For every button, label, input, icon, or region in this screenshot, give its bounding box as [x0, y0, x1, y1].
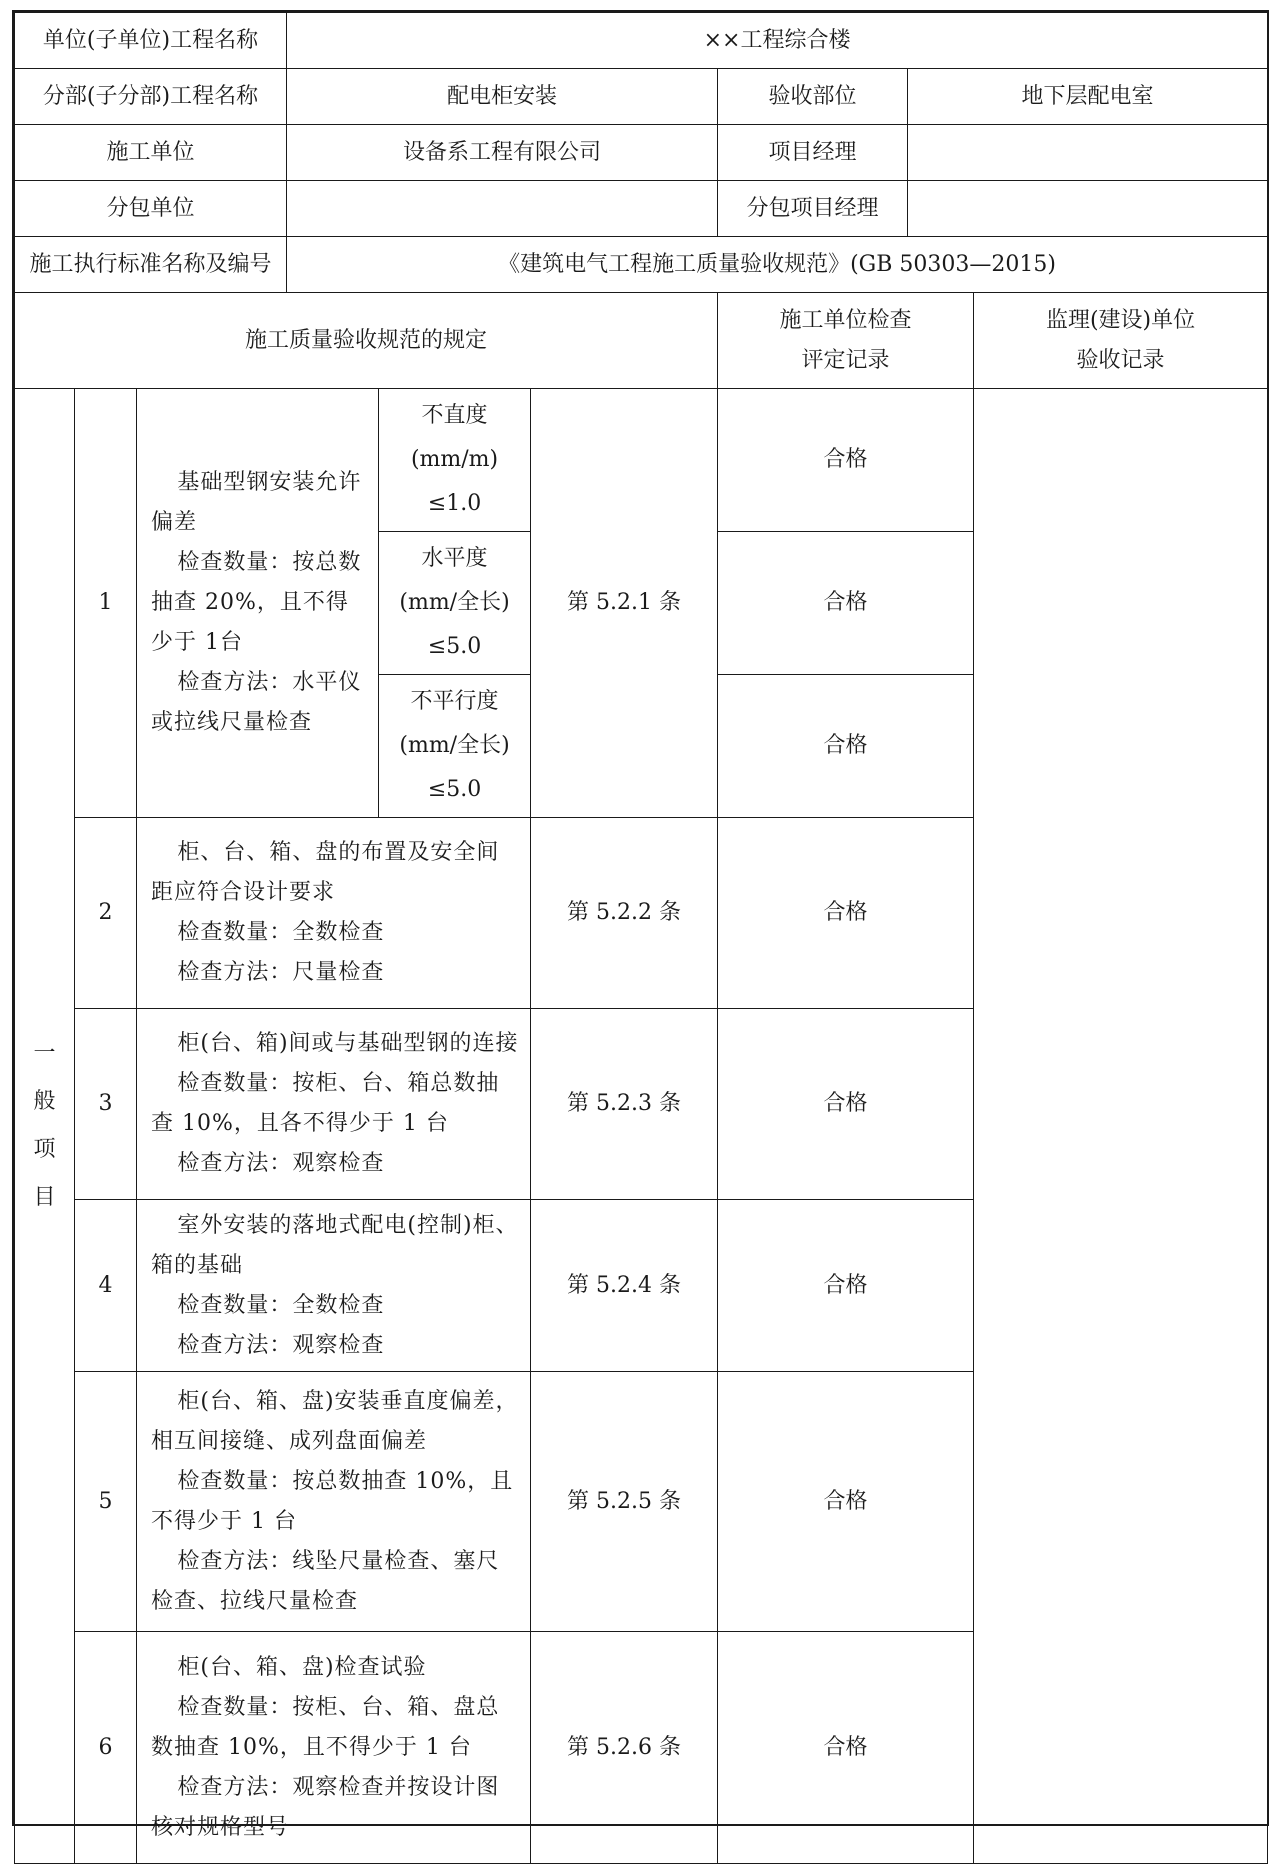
project-manager-label: 项目经理 [718, 125, 908, 181]
item-result: 合格 [718, 1009, 974, 1200]
item-number: 4 [75, 1200, 137, 1372]
item-number: 3 [75, 1009, 137, 1200]
item-description: 室外安装的落地式配电(控制)柜、箱的基础 检查数量：全数检查 检查方法：观察检查 [137, 1200, 531, 1372]
item-result: 合格 [718, 675, 974, 818]
item-clause: 第 5.2.5 条 [531, 1372, 718, 1632]
item-description: 柜(台、箱)间或与基础型钢的连接 检查数量：按柜、台、箱总数抽查 10%，且各不得少于 1 台 检查方法：观察检查 [137, 1009, 531, 1200]
project-manager-value [908, 125, 1268, 181]
contractor-check-column-header: 施工单位检查 评定记录 [718, 293, 974, 389]
standard-label: 施工执行标准名称及编号 [15, 237, 287, 293]
item-number: 5 [75, 1372, 137, 1632]
sub-project-value: 配电柜安装 [287, 69, 718, 125]
acceptance-record-sheet [12, 10, 1269, 1840]
item-result: 合格 [718, 1632, 974, 1864]
unit-project-value: ××工程综合楼 [287, 13, 1268, 69]
acceptance-part-label: 验收部位 [718, 69, 908, 125]
item-clause: 第 5.2.1 条 [531, 389, 718, 818]
item-result: 合格 [718, 1200, 974, 1372]
item-result: 合格 [718, 389, 974, 532]
item-clause: 第 5.2.2 条 [531, 818, 718, 1009]
supervisor-column-header: 监理(建设)单位 验收记录 [974, 293, 1268, 389]
item-number: 6 [75, 1632, 137, 1864]
item-clause: 第 5.2.4 条 [531, 1200, 718, 1372]
item-description: 基础型钢安装允许偏差 检查数量：按总数抽查 20%，且不得少于 1台 检查方法：水平仪或拉线尺量检查 [137, 389, 379, 818]
subcontractor-value [287, 181, 718, 237]
contractor-value: 设备系工程有限公司 [287, 125, 718, 181]
criterion-parallelism: 不平行度 (mm/全长) ≤5.0 [379, 675, 531, 818]
item-description: 柜、台、箱、盘的布置及安全间距应符合设计要求 检查数量：全数检查 检查方法：尺量检查 [137, 818, 531, 1009]
item-description: 柜(台、箱、盘)安装垂直度偏差，相互间接缝、成列盘面偏差 检查数量：按总数抽查 10%，且不得少于 1 台 检查方法：线坠尺量检查、塞尺检查、拉线尺量检查 [137, 1372, 531, 1632]
item-clause: 第 5.2.6 条 [531, 1632, 718, 1864]
acceptance-record-table [14, 12, 1268, 1864]
criterion-straightness: 不直度 (mm/m) ≤1.0 [379, 389, 531, 532]
sub-manager-label: 分包项目经理 [718, 181, 908, 237]
item-clause: 第 5.2.3 条 [531, 1009, 718, 1200]
contractor-label: 施工单位 [15, 125, 287, 181]
item-result: 合格 [718, 1372, 974, 1632]
supervisor-record-cell [974, 389, 1268, 1864]
subcontractor-label: 分包单位 [15, 181, 287, 237]
criterion-levelness: 水平度 (mm/全长) ≤5.0 [379, 532, 531, 675]
item-result: 合格 [718, 818, 974, 1009]
acceptance-part-value: 地下层配电室 [908, 69, 1268, 125]
item-number: 1 [75, 389, 137, 818]
item-result: 合格 [718, 532, 974, 675]
spec-column-header: 施工质量验收规范的规定 [15, 293, 718, 389]
sub-manager-value [908, 181, 1268, 237]
standard-value: 《建筑电气工程施工质量验收规范》(GB 50303—2015) [287, 237, 1268, 293]
item-number: 2 [75, 818, 137, 1009]
item-description: 柜(台、箱、盘)检查试验 检查数量：按柜、台、箱、盘总数抽查 10%，且不得少于 1 台 检查方法：观察检查并按设计图核对规格型号 [137, 1632, 531, 1864]
sub-project-label: 分部(子分部)工程名称 [15, 69, 287, 125]
category-general-items: 一 般 项 目 [15, 389, 75, 1864]
unit-project-label: 单位(子单位)工程名称 [15, 13, 287, 69]
